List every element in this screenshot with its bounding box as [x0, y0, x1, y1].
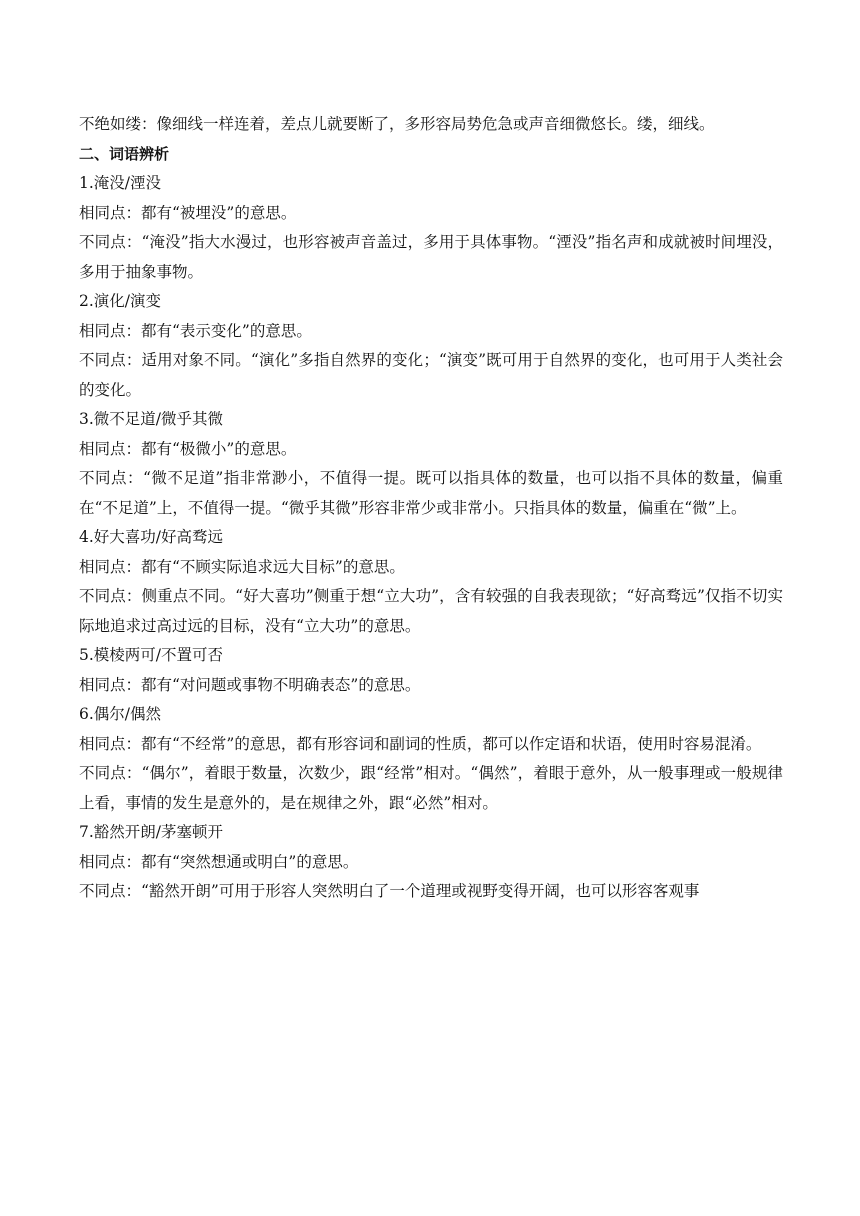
- similarity-text: 相同点：都有“不顾实际追求远大目标”的意思。: [79, 557, 405, 576]
- similarity-text: 相同点：都有“突然想通或明白”的意思。: [79, 852, 359, 871]
- item-title: 5.模棱两可/不置可否: [79, 646, 224, 664]
- similarity-text: 相同点：都有“对问题或事物不明确表态”的意思。: [79, 675, 421, 694]
- section-heading: 二、词语辨析: [79, 144, 170, 163]
- difference-text: 不同点：“微不足道”指非常渺小，不值得一提。既可以指具体的数量，也可以指不具体的数量，偏重在“不足道”上，不值得一提。“微乎其微”形容非常少或非常小。只指具体的数量，偏重在“微”上。: [79, 469, 783, 517]
- document-body: [79, 110, 783, 907]
- item-title: 6.偶尔/偶然: [79, 705, 162, 723]
- difference-text: 不同点：“淹没”指大水漫过，也形容被声音盖过，多用于具体事物。“湮没”指名声和成就被时间埋没，多用于抽象事物。: [79, 233, 783, 281]
- similarity-text: 相同点：都有“表示变化”的意思。: [79, 321, 312, 340]
- item-title: 7.豁然开朗/茅塞顿开: [79, 823, 224, 841]
- difference-text: 不同点：“偶尔”，着眼于数量，次数少，跟“经常”相对。“偶然”，着眼于意外，从一般事理或一般规律上看，事情的发生是意外的，是在规律之外，跟“必然”相对。: [79, 764, 783, 812]
- item-title: 2.演化/演变: [79, 292, 162, 310]
- difference-text: 不同点：“豁然开朗”可用于形容人突然明白了一个道理或视野变得开阔，也可以形容客观事: [79, 882, 700, 900]
- difference-text: 不同点：侧重点不同。“好大喜功”侧重于想“立大功”，含有较强的自我表现欲；“好高骛远”仅指不切实际地追求过高过远的目标，没有“立大功”的意思。: [79, 587, 783, 635]
- paragraph: 不绝如缕：像细线一样连着，差点儿就要断了，多形容局势危急或声音细微悠长。缕，细线。: [79, 115, 715, 133]
- similarity-text: 相同点：都有“被埋没”的意思。: [79, 203, 297, 222]
- item-title: 3.微不足道/微乎其微: [79, 410, 224, 428]
- item-title: 4.好大喜功/好高骛远: [79, 528, 224, 546]
- difference-text: 不同点：适用对象不同。“演化”多指自然界的变化；“演变”既可用于自然界的变化，也可用于人类社会的变化。: [79, 351, 783, 399]
- similarity-text: 相同点：都有“不经常”的意思，都有形容词和副词的性质，都可以作定语和状语，使用时容易混淆。: [79, 734, 762, 753]
- item-title: 1.淹没/湮没: [79, 174, 162, 192]
- similarity-text: 相同点：都有“极微小”的意思。: [79, 439, 297, 458]
